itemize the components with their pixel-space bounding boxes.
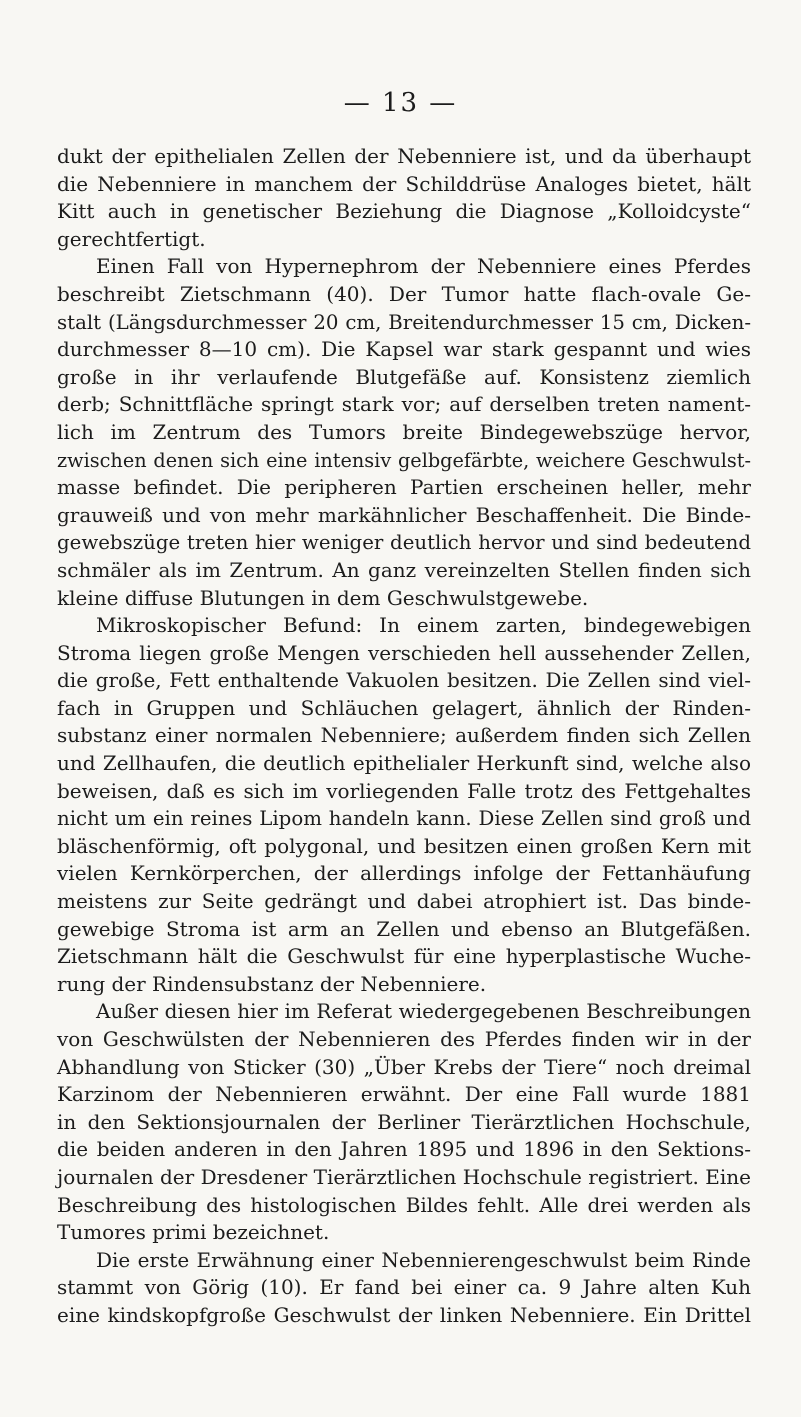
body-text bbox=[57, 143, 751, 1330]
text-line: bläschenförmig, oft polygonal, und besitzen einen großen Kern mit bbox=[57, 833, 751, 858]
text-line: Tumores primi bezeichnet. bbox=[57, 1220, 330, 1245]
text-line: gerechtfertigt. bbox=[57, 226, 206, 251]
text-line: grauweiß und von mehr markähnlicher Beschaffenheit. Die Binde- bbox=[57, 502, 751, 527]
text-line: Zietschmann hält die Geschwulst für eine hyperplastische Wuche- bbox=[57, 944, 751, 969]
text-line: masse befindet. Die peripheren Partien erscheinen heller, mehr bbox=[57, 475, 751, 500]
text-line: Die erste Erwähnung einer Nebennierengeschwulst beim Rinde bbox=[96, 1247, 751, 1272]
text-line: Mikroskopischer Befund: In einem zarten, bindegewebigen bbox=[96, 613, 751, 638]
text-line: von Geschwülsten der Nebennieren des Pferdes finden wir in der bbox=[57, 1027, 751, 1051]
text-line: lich im Zentrum des Tumors breite Bindegewebszüge hervor, bbox=[57, 419, 751, 444]
text-line: fach in Gruppen und Schläuchen gelagert, ähnlich der Rinden- bbox=[57, 695, 751, 720]
text-line: Karzinom der Nebennieren erwähnt. Der eine Fall wurde 1881 bbox=[57, 1082, 751, 1107]
text-line: beschreibt Zietschmann (40). Der Tumor hatte flach-ovale Ge- bbox=[57, 281, 751, 306]
text-line: Beschreibung des histologischen Bildes fehlt. Alle drei werden als bbox=[57, 1192, 751, 1217]
text-line: stammt von Görig (10). Er fand bei einer ca. 9 Jahre alten Kuh bbox=[57, 1275, 751, 1300]
text-line: die beiden anderen in den Jahren 1895 und 1896 in den Sektions- bbox=[57, 1137, 751, 1162]
text-line: stalt (Längsdurchmesser 20 cm, Breitendurchmesser 15 cm, Dicken- bbox=[57, 310, 751, 334]
text-line: Außer diesen hier im Referat wiedergegebenen Beschreibungen bbox=[96, 999, 751, 1024]
text-line: kleine diffuse Blutungen in dem Geschwulstgewebe. bbox=[57, 585, 589, 610]
text-line: und Zellhaufen, die deutlich epithelialer Herkunft sind, welche also bbox=[57, 751, 751, 776]
text-line: vielen Kernkörperchen, der allerdings infolge der Fettanhäufung bbox=[57, 861, 751, 886]
text-line: gewebszüge treten hier weniger deutlich hervor und sind bedeutend bbox=[57, 531, 751, 555]
text-line: schmäler als im Zentrum. An ganz vereinzelten Stellen finden sich bbox=[57, 557, 751, 582]
text-line: substanz einer normalen Nebenniere; außerdem finden sich Zellen bbox=[57, 723, 751, 748]
text-line: meistens zur Seite gedrängt und dabei atrophiert ist. Das binde- bbox=[57, 889, 751, 914]
text-line: in den Sektionsjournalen der Berliner Tierärztlichen Hochschule, bbox=[57, 1109, 751, 1134]
text-line: dukt der epithelialen Zellen der Nebenniere ist, und da überhaupt bbox=[57, 144, 751, 168]
text-line: eine kindskopfgroße Geschwulst der linken Nebenniere. Ein Drittel bbox=[57, 1302, 751, 1327]
text-line: nicht um ein reines Lipom handeln kann. Diese Zellen sind groß und bbox=[57, 807, 751, 831]
text-line: die Nebenniere in manchem der Schilddrüse Analoges bietet, hält bbox=[57, 171, 751, 196]
text-line: Kitt auch in genetischer Beziehung die Diagnose „Kolloidcyste“ bbox=[57, 199, 751, 224]
text-line: Stroma liegen große Mengen verschieden hell aussehender Zellen, bbox=[57, 640, 751, 665]
text-line: derb; Schnittfläche springt stark vor; auf derselben treten nament- bbox=[57, 392, 751, 417]
text-line: zwischen denen sich eine intensiv gelbgefärbte, weichere Geschwulst- bbox=[57, 448, 751, 472]
text-line: die große, Fett enthaltende Vakuolen besitzen. Die Zellen sind viel- bbox=[57, 668, 751, 693]
text-line: Einen Fall von Hypernephrom der Nebenniere eines Pferdes bbox=[96, 254, 751, 279]
text-line: gewebige Stroma ist arm an Zellen und ebenso an Blutgefäßen. bbox=[57, 916, 751, 941]
page-number: — 13 — bbox=[343, 88, 458, 118]
text-line: Abhandlung von Sticker (30) „Über Krebs der Tiere“ noch dreimal bbox=[57, 1054, 751, 1079]
text-line: durchmesser 8—10 cm). Die Kapsel war stark gespannt und wies bbox=[57, 337, 751, 362]
text-line: journalen der Dresdener Tierärztlichen Hochschule registriert. Eine bbox=[57, 1164, 751, 1189]
text-line: beweisen, daß es sich im vorliegenden Falle trotz des Fettgehaltes bbox=[57, 778, 751, 803]
text-line: rung der Rindensubstanz der Nebenniere. bbox=[57, 971, 487, 996]
text-line: große in ihr verlaufende Blutgefäße auf. Konsistenz ziemlich bbox=[57, 364, 751, 389]
